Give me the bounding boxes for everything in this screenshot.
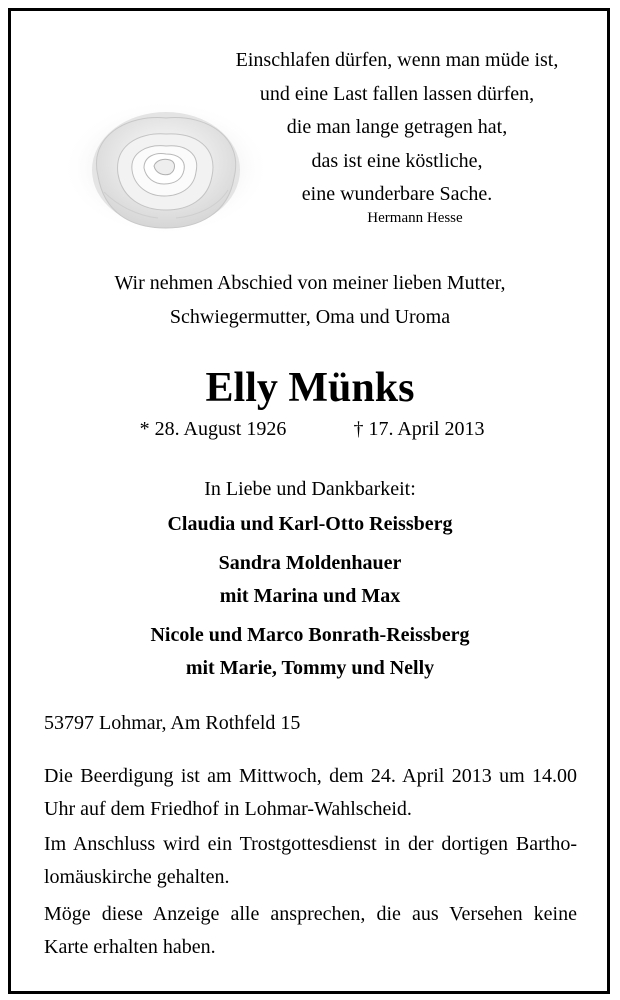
poem-line: eine wunderbare Sache. xyxy=(301,183,493,205)
deceased-name: Elly Münks xyxy=(205,365,415,411)
mourners-intro: In Liebe und Dankbarkeit: xyxy=(204,478,416,500)
funeral-details xyxy=(44,760,577,964)
poem-line: die man lange getragen hat, xyxy=(286,116,508,138)
poem-author: Hermann Hesse xyxy=(367,210,463,226)
poem-line: das ist eine köstliche, xyxy=(311,149,483,172)
farewell-intro-line: Wir nehmen Abschied von meiner lieben Mutter, xyxy=(114,272,506,294)
service-paragraph: Im Anschluss wird ein Trostgottesdienst in der dortigen Bartho-lomäuskirche gehalten. xyxy=(44,833,577,888)
death-date: † 17. April 2013 xyxy=(353,418,485,440)
funeral-paragraph: Die Beerdigung ist am Mittwoch, dem 24. April 2013 um 14.00 Uhr auf dem Friedhof in Lohmar-Wahlscheid. xyxy=(44,765,577,820)
mourners-list xyxy=(0,508,620,685)
mourner-group xyxy=(0,547,620,613)
mourner-group xyxy=(0,619,620,685)
farewell-intro-line: Schwiegermutter, Oma und Uroma xyxy=(169,306,451,328)
mourner-line: Sandra Moldenhauer xyxy=(218,552,402,574)
poem-line: Einschlafen dürfen, wenn man müde ist, xyxy=(235,49,559,71)
poem xyxy=(222,44,572,212)
address: 53797 Lohmar, Am Rothfeld 15 xyxy=(44,712,301,734)
mourner-line: mit Marie, Tommy und Nelly xyxy=(185,657,435,679)
mourner-line: mit Marina und Max xyxy=(219,585,401,607)
notice-paragraph: Möge diese Anzeige alle ansprechen, die aus Versehen keine Karte erhalten haben. xyxy=(44,903,577,958)
birth-date: * 28. August 1926 xyxy=(139,418,287,440)
farewell-intro xyxy=(20,266,600,334)
poem-line: und eine Last fallen lassen dürfen, xyxy=(259,82,535,105)
mourner-group xyxy=(0,508,620,541)
mourner-line: Nicole und Marco Bonrath-Reissberg xyxy=(150,624,470,646)
mourner-line: Claudia und Karl-Otto Reissberg xyxy=(167,513,453,535)
